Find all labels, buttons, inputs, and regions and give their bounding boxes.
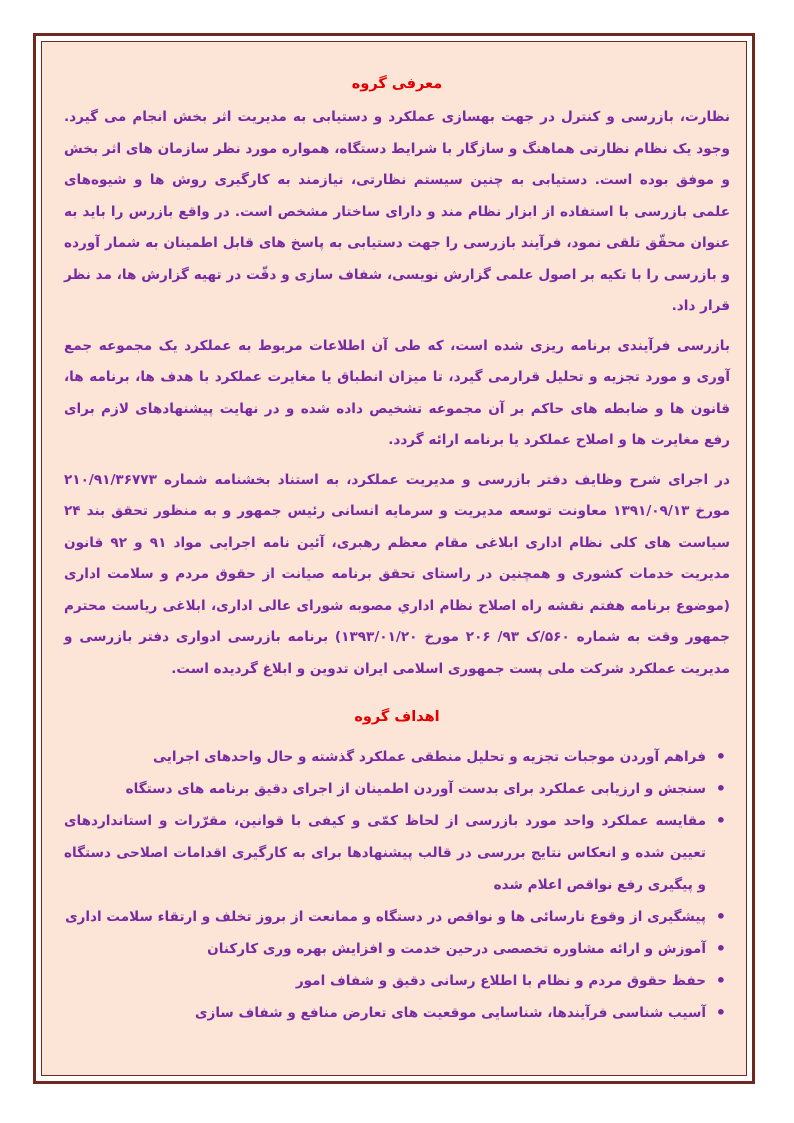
goal-item — [64, 901, 726, 933]
bullet-icon: • — [715, 747, 726, 766]
goal-item — [64, 741, 726, 773]
bullet-icon: • — [715, 1003, 726, 1022]
goal-item — [64, 997, 726, 1029]
goal-text: مقایسه عملکرد واحد مورد بازرسی از لحاظ کمّی و کیفی با قوانین، مقرّرات و استانداردهای تعیین شده و انعکاس نتایج بررسی در قالب پیشنهادها برای به کارگیری اقدامات اصلاحی دستگاه و پیگیری رفع نواقص اعلام شده — [64, 813, 706, 893]
section-title-intro: معرفی گروه — [351, 76, 443, 92]
intro-paragraph-3: در اجرای شرح وظایف دفتر بازرسی و مدیریت عملکرد، به استناد بخشنامه شماره ۲۱۰/۹۱/۳۶۷۷۳ مورخ ۱۳۹۱/۰۹/۱۳ معاونت توسعه مدیریت و سرمایه انسانی رئیس جمهور و به منظور تحقق بند ۲۴ سیاست های کلی نظام اداری ابلاغی مقام معظم رهبری، آئین نامه اجرایی مواد ۹۱ و ۹۲ قانون مدیریت خدمات کشوری و همچنین در راستای تحقق برنامه صیانت از حقوق مردم و سلامت اداری (موضوع برنامه هفتم نقشه راه اصلاح نظام اداري مصوبه شورای عالی اداری، ابلاغی ریاست محترم جمهور وقت به شماره ۵۶۰/ک ۹۳/ ۲۰۶ مورخ ۱۳۹۳/۰۱/۲۰) برنامه بازرسی ادواری دفتر بازرسی و مدیریت عملکرد شرکت ملی پست جمهوری اسلامی ایران تدوین و ابلاغ گردیده است. — [64, 471, 730, 677]
goal-item — [64, 805, 726, 901]
goal-text: آسیب شناسی فرآیندها، شناسایی موقعیت های تعارض منافع و شفاف سازی — [195, 1005, 706, 1021]
bullet-icon: • — [715, 939, 726, 958]
goal-item — [64, 965, 726, 997]
bullet-icon: • — [715, 971, 726, 990]
goals-list — [64, 741, 730, 1029]
bullet-icon: • — [715, 811, 726, 830]
goal-text: پیشگیری از وقوع نارسائی ها و نواقص در دستگاه و ممانعت از بروز تخلف و ارتقاء سلامت اداری — [65, 909, 706, 925]
bullet-icon: • — [715, 779, 726, 798]
goal-text: آموزش و ارائه مشاوره تخصصی درحین خدمت و افزایش بهره وری کارکنان — [207, 941, 706, 957]
intro-paragraph-1: نظارت، بازرسی و کنترل در جهت بهسازی عملکرد و دستیابی به مدیریت اثر بخش انجام می گیرد. وجود یک نظام نظارتی هماهنگ و سازگار با شرایط دستگاه، همواره مورد نظر سازمان های اثر بخش و موفق بوده است. دستیابی به چنین سیستم نظارتی، نیازمند به کارگیری روش ها و شیوه‌های علمی بازرسی با استفاده از ابزار نظام مند و دارای ساختار مشخص است. در واقع بازرس را باید به عنوان محقّق تلقی نمود، فرآیند بازرسی را جهت دستیابی به پاسخ های قابل اطمینان به شمار آورده و بازرسی را با تکیه بر اصول علمی گزارش نویسی، شفاف سازی و دقّت در تهیه گزارش ها، مد نظر قرار داد. — [64, 109, 730, 314]
document-content — [64, 66, 730, 1029]
goal-text: سنجش و ارزیابی عملکرد برای بدست آوردن اطمینان از اجرای دقیق برنامه های دستگاه — [125, 781, 706, 797]
bullet-icon: • — [715, 907, 726, 926]
goal-text: فراهم آوردن موجبات تجزیه و تحلیل منطقی عملکرد گذشته و حال واحدهای اجرایی — [152, 749, 706, 765]
goal-text: حفظ حقوق مردم و نظام با اطلاع رسانی دقیق و شفاف امور — [295, 973, 706, 989]
goal-item — [64, 933, 726, 965]
intro-paragraph-2: بازرسی فرآیندی برنامه ریزی شده است، که طی آن اطلاعات مربوط به عملکرد یک مجموعه جمع آوری و مورد تجزیه و تحلیل قرارمی گیرد، تا میزان انطباق یا مغایرت عملکرد با هدف ها، برنامه ها، قانون ها و ضابطه های حاکم بر آن مجموعه تشخیص داده شده و در نهایت پیشنهادهای لازم برای رفع مغایرت ها و اصلاح عملکرد یا برنامه ارائه گردد. — [64, 337, 730, 448]
section-title-goals: اهداف گروه — [354, 709, 440, 725]
goal-item — [64, 773, 726, 805]
